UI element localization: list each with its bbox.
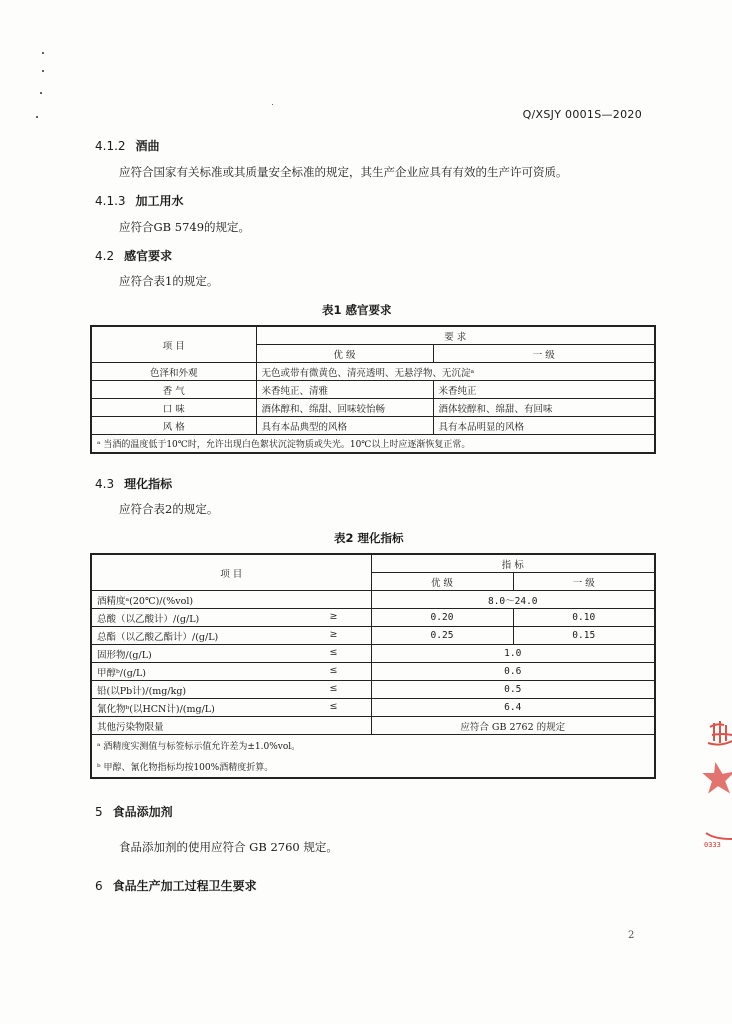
document-code: Q/XSJY 0001S—2020	[522, 108, 642, 121]
section-number: 4.3	[95, 477, 115, 491]
section-title: 食品添加剂	[112, 805, 173, 819]
table-row	[91, 363, 655, 381]
table-2-footnote-a: ᵃ 酒精度实测值与标签标示值允许差为±1.0%vol。	[91, 735, 655, 756]
table-1-footnote: ᵃ 当酒的温度低于10℃时，允许出现白色絮状沉淀物质或失光。10℃以上时应逐渐恢复正常。	[91, 435, 655, 454]
header-item: 项 目	[91, 554, 371, 591]
comparison-symbol: ≥	[329, 610, 338, 622]
row-grade-1: 米香纯正、清雅	[256, 381, 433, 399]
row-item	[91, 681, 371, 699]
section-number: 6	[95, 879, 103, 893]
section-title: 理化指标	[124, 477, 173, 491]
section-4-3-body: 应符合表2的规定。	[119, 502, 219, 516]
header-grade-2: 一 级	[433, 345, 655, 363]
row-grade-2: 米香纯正	[433, 381, 655, 399]
row-grade-1: 0.20	[371, 609, 513, 627]
table-row	[91, 554, 655, 573]
table-note-row	[91, 435, 655, 454]
row-merged: 无色或带有微黄色、清亮透明、无悬浮物、无沉淀ᵃ	[256, 363, 655, 381]
table-row	[91, 591, 655, 609]
table-note-row	[91, 735, 655, 756]
row-item-label: 其他污染物限量	[97, 721, 164, 733]
table-note-row	[91, 755, 655, 778]
row-grade-2: 0.10	[513, 609, 655, 627]
row-grade-1: 酒体醇和、绵甜、回味较怡畅	[256, 399, 433, 417]
header-index: 指 标	[371, 554, 655, 573]
section-4-3-heading	[95, 475, 172, 492]
section-4-2-body: 应符合表1的规定。	[119, 274, 219, 288]
row-merged: 0.5	[371, 681, 655, 699]
row-item	[91, 663, 371, 681]
table-row	[91, 381, 655, 399]
row-item-label: 固形物/(g/L)	[97, 649, 152, 661]
row-grade-2: 具有本品明显的风格	[433, 417, 655, 435]
header-grade-2: 一 级	[513, 573, 655, 591]
row-merged: 0.6	[371, 663, 655, 681]
row-item-label: 酒精度ᵃ(20℃)/(%vol)	[97, 595, 194, 607]
table-row	[91, 399, 655, 417]
section-title: 感官要求	[124, 249, 173, 263]
section-title: 酒曲	[135, 139, 160, 153]
table-2-physicochemical	[90, 553, 656, 779]
table-row	[91, 326, 655, 345]
table-1-caption: 表1 感官要求	[322, 303, 392, 317]
comparison-symbol: ≥	[329, 628, 338, 640]
comparison-symbol: ≤	[329, 682, 338, 694]
row-merged: 应符合 GB 2762 的规定	[371, 717, 655, 735]
section-number: 4.1.2	[95, 139, 126, 153]
section-4-1-3-heading	[95, 192, 184, 209]
table-row	[91, 663, 655, 681]
red-seal-stamp	[702, 715, 732, 850]
row-item	[91, 717, 371, 735]
row-item: 口 味	[91, 399, 256, 417]
row-item	[91, 627, 371, 645]
section-5-heading	[95, 803, 173, 820]
table-row	[91, 681, 655, 699]
table-row	[91, 645, 655, 663]
section-number: 4.1.3	[95, 194, 126, 208]
table-2-caption: 表2 理化指标	[334, 531, 404, 545]
row-grade-2: 0.15	[513, 627, 655, 645]
row-item-label: 甲醇ᵇ/(g/L)	[97, 667, 147, 679]
header-grade-1: 优 级	[371, 573, 513, 591]
row-item	[91, 645, 371, 663]
row-item-label: 总酸（以乙酸计）/(g/L)	[97, 613, 200, 625]
table-row	[91, 627, 655, 645]
row-item	[91, 699, 371, 717]
table-row	[91, 417, 655, 435]
section-4-1-2-heading	[95, 137, 160, 154]
row-item	[91, 591, 371, 609]
table-row	[91, 609, 655, 627]
table-row	[91, 717, 655, 735]
row-merged: 6.4	[371, 699, 655, 717]
section-6-heading	[95, 877, 257, 894]
section-4-2-heading	[95, 247, 172, 264]
section-title: 食品生产加工过程卫生要求	[112, 879, 257, 893]
header-item: 项 目	[91, 326, 256, 363]
row-grade-1: 0.25	[371, 627, 513, 645]
page-number: 2	[628, 930, 635, 941]
row-item-label: 总酯（以乙酸乙酯计）/(g/L)	[97, 631, 219, 643]
section-number: 5	[95, 805, 103, 819]
table-2-footnote-b: ᵇ 甲醇、氰化物指标均按100%酒精度折算。	[91, 755, 655, 778]
table-row	[91, 699, 655, 717]
header-grade-1: 优 级	[256, 345, 433, 363]
seal-fragment-icon	[702, 715, 732, 850]
row-item: 香 气	[91, 381, 256, 399]
header-requirement: 要 求	[256, 326, 655, 345]
comparison-symbol: ≤	[329, 664, 338, 676]
row-item	[91, 609, 371, 627]
section-title: 加工用水	[135, 194, 184, 208]
row-grade-2: 酒体较醇和、绵甜、有回味	[433, 399, 655, 417]
row-merged: 8.0～24.0	[371, 591, 655, 609]
comparison-symbol: ≤	[329, 700, 338, 712]
comparison-symbol: ≤	[329, 646, 338, 658]
row-item: 色泽和外观	[91, 363, 256, 381]
row-merged: 1.0	[371, 645, 655, 663]
section-number: 4.2	[95, 249, 115, 263]
section-4-1-2-body: 应符合国家有关标准或其质量安全标准的规定，其生产企业应具有有效的生产许可资质。	[119, 165, 568, 179]
row-item-label: 铅(以Pb计)/(mg/kg)	[97, 685, 187, 697]
svg-text:0333: 0333	[704, 841, 721, 849]
row-item-label: 氰化物ᵇ(以HCN计)/(mg/L)	[97, 703, 215, 715]
section-5-body: 食品添加剂的使用应符合 GB 2760 规定。	[119, 840, 338, 854]
table-1-sensory	[90, 325, 656, 454]
section-4-1-3-body: 应符合GB 5749的规定。	[119, 220, 251, 234]
row-item: 风 格	[91, 417, 256, 435]
row-grade-1: 具有本品典型的风格	[256, 417, 433, 435]
